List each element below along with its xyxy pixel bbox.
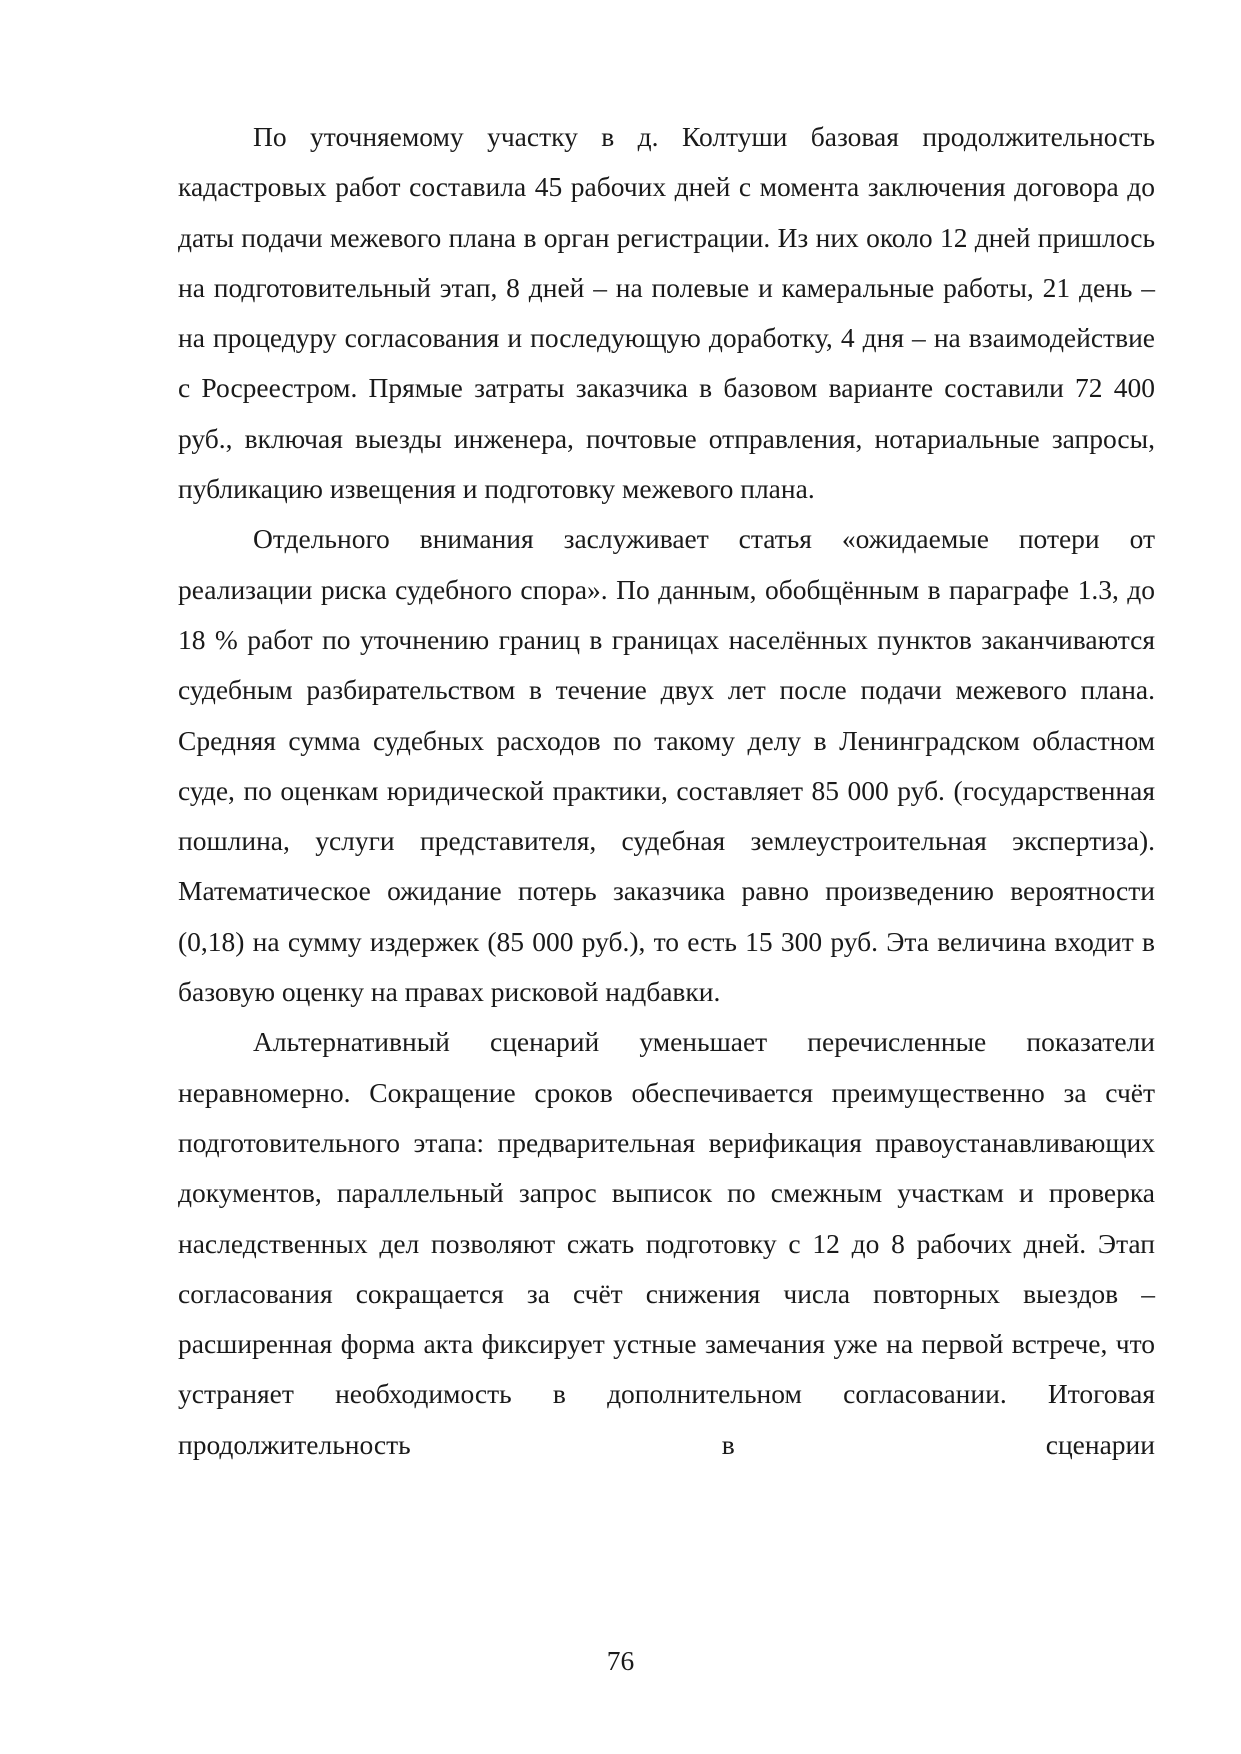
paragraph-alternative-scenario: Альтернативный сценарий уменьшает перечисленные показатели неравномерно. Сокращение сроков обеспечивается преимущественно за счёт подготовительного этапа: предварительная верификация правоустанавливающих документов, параллельный запрос выписок по смежным участкам и проверка наследственных дел позволяют сжать подготовку с 12 до 8 рабочих дней. Этап согласования сокращается за счёт снижения числа повторных выездов – расширенная форма акта фиксирует устные замечания уже на первой встрече, что устраняет необходимость в дополнительном согласовании. Итоговая продолжительность в сценарии [178,1026,1155,1460]
page-number: 76 [606,1645,635,1676]
paragraph-court-risk: Отдельного внимания заслуживает статья «ожидаемые потери от реализации риска судебного спора». По данным, обобщённым в параграфе 1.3, до 18 % работ по уточнению границ в границах населённых пунктов заканчиваются судебным разбирательством в течение двух лет после подачи межевого плана. Средняя сумма судебных расходов по такому делу в Ленинградском областном суде, по оценкам юридической практики, составляет 85 000 руб. (государственная пошлина, услуги представителя, судебная землеустроительная экспертиза). Математическое ожидание потерь заказчика равно произведению вероятности (0,18) на сумму издержек (85 000 руб.), то есть 15 300 руб. Эта величина входит в базовую оценку на правах рисковой надбавки. [178,523,1155,1008]
paragraph-baseline-duration: По уточняемому участку в д. Колтуши базовая продолжительность кадастровых работ составила 45 рабочих дней с момента заключения договора до даты подачи межевого плана в орган регистрации. Из них около 12 дней пришлось на подготовительный этап, 8 дней – на полевые и камеральные работы, 21 день – на процедуру согласования и последующую доработку, 4 дня – на взаимодействие с Росреестром. Прямые затраты заказчика в базовом варианте составили 72 400 руб., включая выезды инженера, почтовые отправления, нотариальные запросы, публикацию извещения и подготовку межевого плана. [178,121,1155,505]
body-text [178,112,1155,1470]
